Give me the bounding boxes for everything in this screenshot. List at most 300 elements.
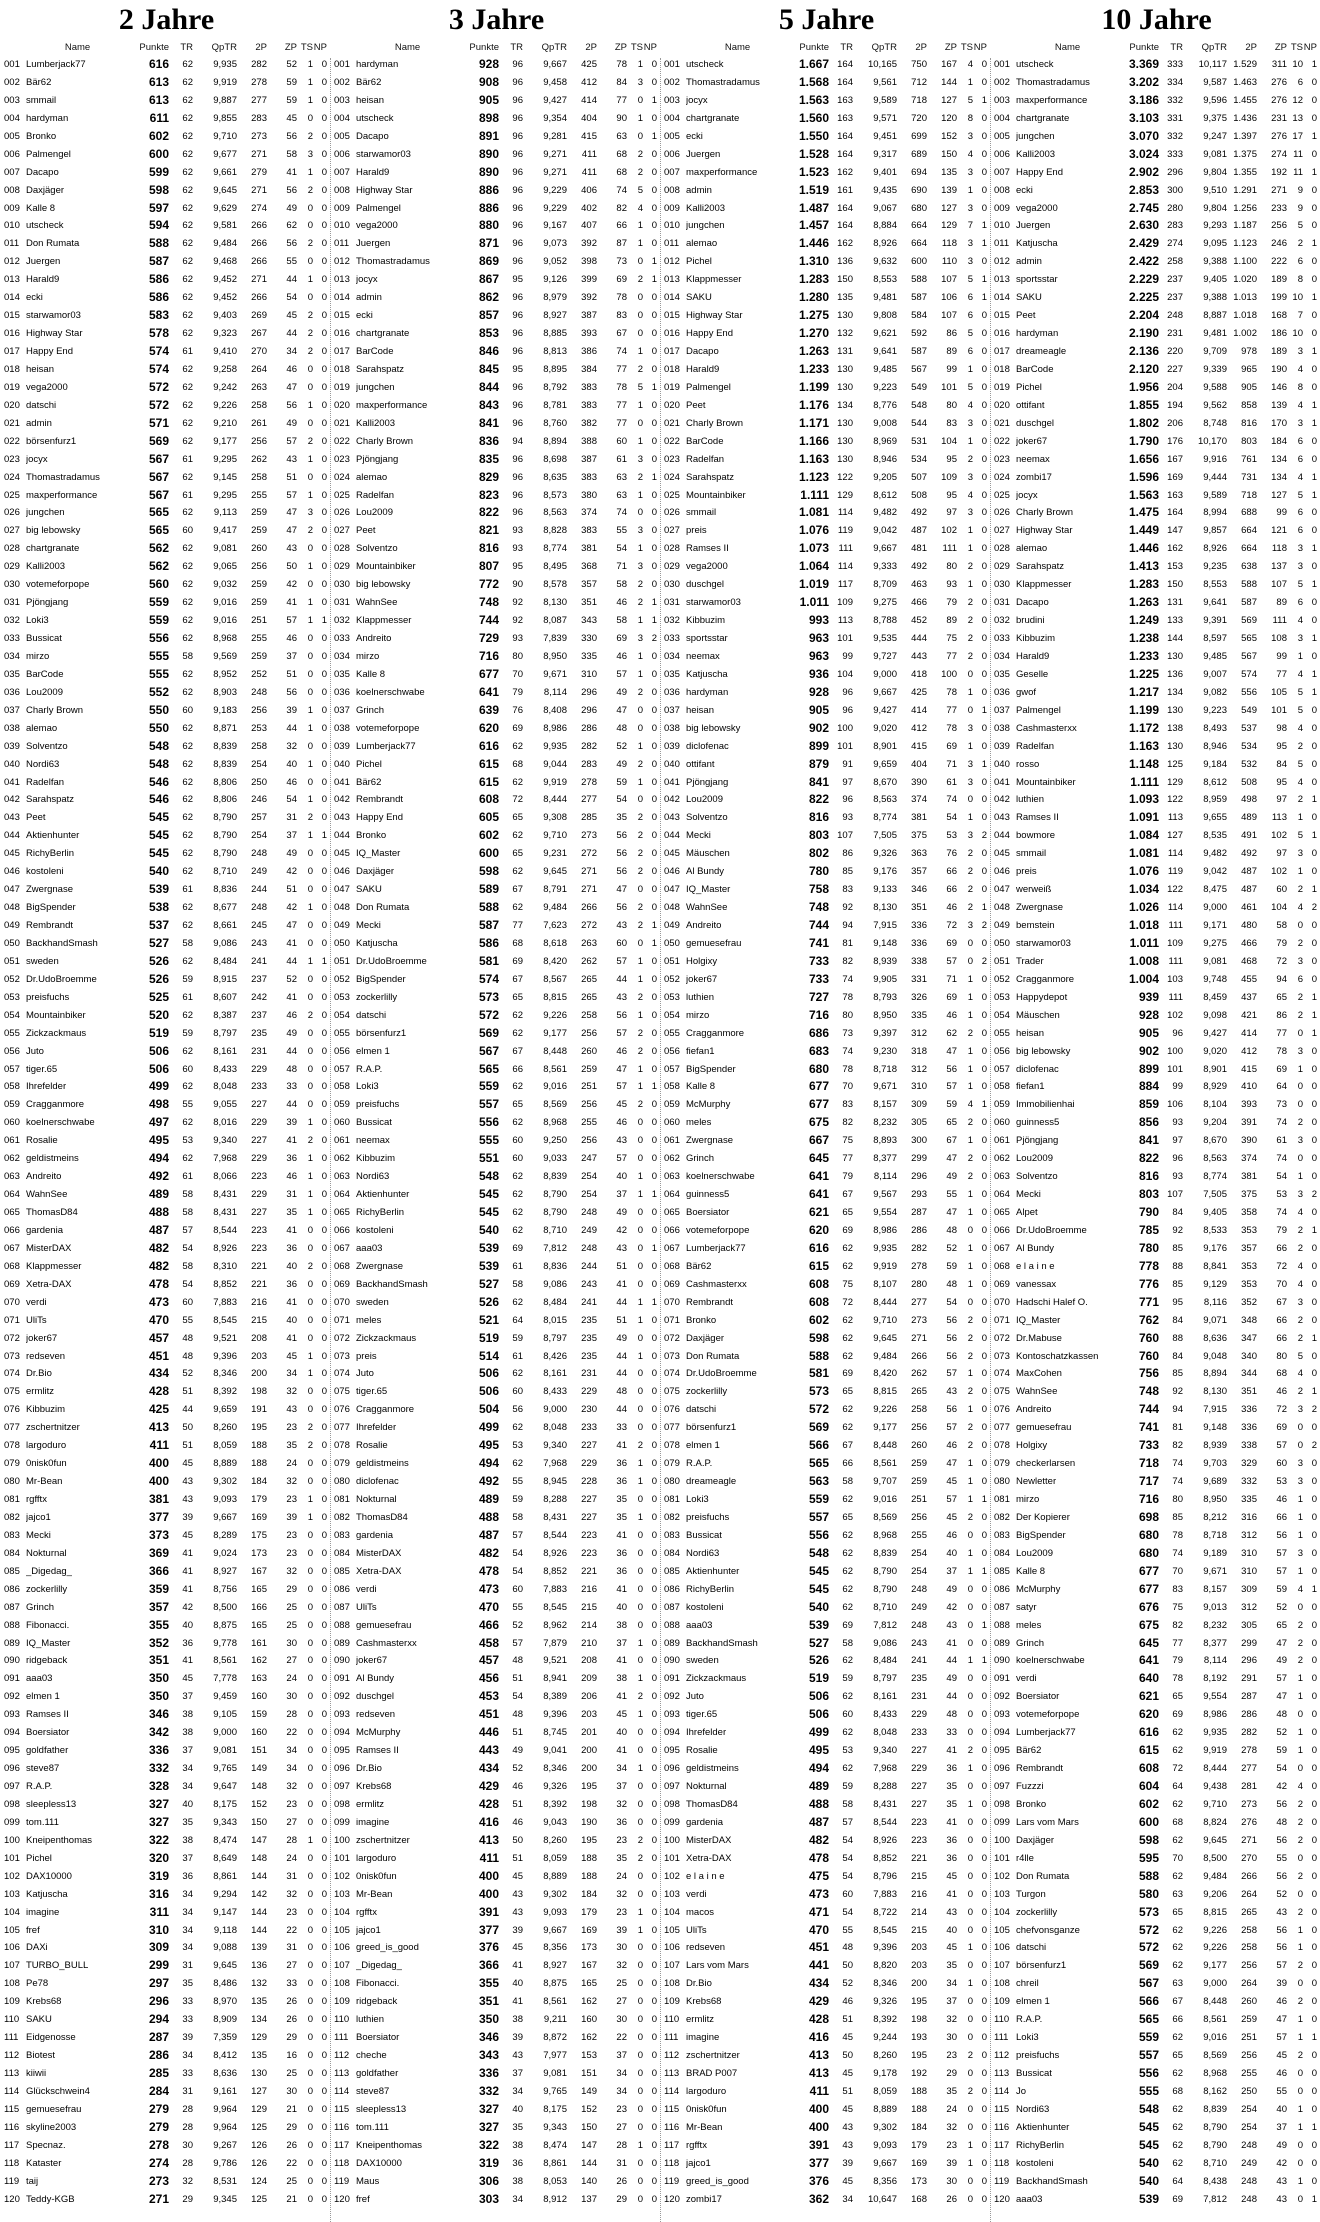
cell-rank: 052 xyxy=(334,973,350,985)
cell-p2: 508 xyxy=(1241,776,1257,788)
table-row xyxy=(994,666,1319,684)
cell-rank: 046 xyxy=(334,866,350,878)
cell-np: 0 xyxy=(981,1278,987,1290)
cell-zp: 46 xyxy=(946,1009,957,1021)
cell-p2: 414 xyxy=(1241,1027,1257,1039)
cell-name: fref xyxy=(356,2193,370,2205)
cell-rank: 067 xyxy=(664,1242,680,1254)
cell-zp: 45 xyxy=(1276,2050,1287,2062)
cell-p2: 227 xyxy=(581,1494,597,1505)
table-row xyxy=(994,827,1319,845)
table-row xyxy=(994,1096,1319,1114)
table-row xyxy=(4,648,329,666)
header-zp: ZP xyxy=(944,42,957,53)
cell-np: 0 xyxy=(1311,740,1317,752)
cell-zp: 53 xyxy=(1276,1476,1287,1488)
cell-qptr: 8,474 xyxy=(543,2139,567,2151)
table-row xyxy=(664,1114,989,1132)
cell-points: 428 xyxy=(148,1384,169,1399)
cell-p2: 390 xyxy=(911,776,927,788)
cell-p2: 978 xyxy=(1241,346,1257,357)
cell-points: 572 xyxy=(148,379,169,394)
cell-ts: 1 xyxy=(967,1458,973,1470)
table-row xyxy=(4,1545,329,1563)
cell-points: 457 xyxy=(148,1330,169,1345)
cell-ts: 0 xyxy=(307,471,313,483)
cell-qptr: 9,935 xyxy=(873,1242,897,1254)
table-row xyxy=(334,1760,659,1778)
cell-p2: 347 xyxy=(1241,1332,1257,1344)
cell-p2: 352 xyxy=(1241,1296,1257,1308)
cell-points: 526 xyxy=(148,953,169,968)
cell-points: 309 xyxy=(148,1940,169,1955)
table-row xyxy=(4,307,329,325)
cell-np: 0 xyxy=(981,776,987,788)
cell-points: 1.563 xyxy=(798,92,829,107)
cell-qptr: 8,533 xyxy=(1203,1224,1227,1236)
cell-points: 572 xyxy=(148,397,169,412)
cell-tr: 50 xyxy=(512,1834,523,1846)
cell-qptr: 9,000 xyxy=(1203,1978,1227,1990)
table-row xyxy=(334,1652,659,1670)
cell-name: Daxjäger xyxy=(356,866,395,878)
cell-p2: 468 xyxy=(1241,955,1257,967)
cell-zp: 32 xyxy=(616,1888,627,1900)
cell-rank: 076 xyxy=(334,1404,350,1416)
cell-np: 1 xyxy=(651,256,657,268)
cell-rank: 119 xyxy=(994,2175,1010,2187)
cell-name: sportsstar xyxy=(686,633,728,644)
cell-name: Nordi63 xyxy=(686,1547,720,1559)
table-row xyxy=(4,56,329,74)
cell-rank: 108 xyxy=(664,1978,680,1990)
cell-np: 0 xyxy=(981,1709,987,1721)
cell-rank: 042 xyxy=(664,794,680,806)
cell-points: 546 xyxy=(148,774,169,789)
cell-name: Cashmasterxx xyxy=(686,1278,747,1290)
cell-np: 0 xyxy=(1311,2014,1317,2026)
cell-ts: 0 xyxy=(307,1565,313,1577)
cell-qptr: 9,317 xyxy=(873,148,897,160)
cell-p2: 258 xyxy=(1241,1924,1257,1936)
cell-ts: 0 xyxy=(307,866,313,878)
cell-ts: 0 xyxy=(1297,1153,1303,1165)
cell-rank: 002 xyxy=(664,76,680,88)
cell-rank: 098 xyxy=(334,1798,350,1810)
cell-qptr: 9,258 xyxy=(213,363,237,375)
cell-name: Thomastradamus xyxy=(1016,76,1090,88)
table-row xyxy=(994,379,1319,397)
cell-np: 0 xyxy=(1311,381,1317,393)
table-row xyxy=(4,1635,329,1653)
cell-name: Kataster xyxy=(26,2157,62,2169)
cell-points: 856 xyxy=(1138,1115,1159,1130)
cell-points: 470 xyxy=(478,1599,499,1614)
cell-np: 0 xyxy=(981,2050,987,2062)
cell-rank: 036 xyxy=(664,686,680,698)
cell-np: 0 xyxy=(651,346,657,357)
cell-tr: 283 xyxy=(1167,220,1183,232)
cell-tr: 75 xyxy=(1172,1601,1183,1613)
cell-points: 482 xyxy=(478,1545,499,1560)
cell-name: Krebs68 xyxy=(26,1996,62,2008)
cell-name: Andreito xyxy=(686,920,722,931)
cell-points: 928 xyxy=(808,684,829,699)
cell-rank: 087 xyxy=(664,1601,680,1613)
cell-qptr: 9,765 xyxy=(213,1763,237,1775)
cell-rank: 065 xyxy=(4,1207,20,1218)
table-row xyxy=(334,1993,659,2011)
cell-ts: 0 xyxy=(307,1081,313,1093)
cell-qptr: 8,310 xyxy=(213,1260,237,1272)
cell-zp: 69 xyxy=(616,633,627,644)
cell-points: 569 xyxy=(478,1025,499,1040)
cell-name: Dr.UdoBroemme xyxy=(686,1368,757,1380)
cell-p2: 461 xyxy=(1241,902,1257,914)
cell-ts: 4 xyxy=(967,489,973,501)
cell-points: 567 xyxy=(478,1043,499,1058)
cell-tr: 62 xyxy=(842,1601,853,1613)
cell-ts: 0 xyxy=(307,1673,313,1685)
cell-p2: 532 xyxy=(1241,758,1257,770)
cell-name: Mr-Bean xyxy=(26,1476,63,1488)
cell-tr: 54 xyxy=(842,1834,853,1846)
cell-np: 0 xyxy=(1311,1888,1317,1900)
cell-np: 0 xyxy=(321,722,327,734)
cell-points: 319 xyxy=(478,2155,499,2170)
cell-tr: 64 xyxy=(1172,2175,1183,2187)
cell-points: 545 xyxy=(808,1581,829,1596)
cell-p2: 190 xyxy=(581,1816,597,1828)
table-row xyxy=(994,1419,1319,1437)
cell-points: 816 xyxy=(478,541,499,556)
cell-zp: 46 xyxy=(286,633,297,644)
cell-p2: 316 xyxy=(1241,1511,1257,1523)
cell-rank: 048 xyxy=(334,902,350,914)
cell-name: SAKU xyxy=(686,292,712,304)
cell-zp: 60 xyxy=(1276,1458,1287,1470)
table-row xyxy=(664,217,989,235)
cell-ts: 2 xyxy=(1297,2050,1303,2062)
cell-rank: 116 xyxy=(334,2121,350,2133)
cell-p2: 251 xyxy=(581,1081,597,1093)
cell-name: preis xyxy=(686,525,707,537)
cell-name: Sarahspatz xyxy=(26,794,75,806)
cell-tr: 62 xyxy=(842,1494,853,1505)
cell-points: 1.163 xyxy=(798,451,829,466)
table-row xyxy=(334,1114,659,1132)
cell-zp: 56 xyxy=(616,1009,627,1021)
cell-tr: 92 xyxy=(512,615,523,627)
table-row xyxy=(664,1670,989,1688)
column-header xyxy=(994,42,1319,56)
cell-qptr: 9,176 xyxy=(873,866,897,878)
cell-rank: 008 xyxy=(334,184,350,196)
table-row xyxy=(4,1670,329,1688)
cell-tr: 164 xyxy=(837,202,853,214)
cell-tr: 96 xyxy=(512,130,523,142)
cell-p2: 125 xyxy=(251,2121,267,2133)
cell-np: 0 xyxy=(321,202,327,214)
table-row xyxy=(334,2119,659,2137)
cell-qptr: 9,177 xyxy=(543,1027,567,1039)
cell-np: 0 xyxy=(651,650,657,662)
cell-tr: 333 xyxy=(1167,59,1183,70)
cell-rank: 053 xyxy=(4,991,20,1003)
cell-p2: 331 xyxy=(911,973,927,985)
table-row xyxy=(664,487,989,505)
cell-name: Klappmesser xyxy=(26,1260,82,1272)
cell-points: 332 xyxy=(478,2083,499,2098)
cell-points: 939 xyxy=(1138,989,1159,1004)
cell-points: 451 xyxy=(148,1348,169,1363)
cell-rank: 037 xyxy=(334,704,350,716)
cell-zp: 46 xyxy=(946,1529,957,1541)
table-row xyxy=(664,2029,989,2047)
cell-tr: 122 xyxy=(1167,794,1183,806)
cell-ts: 1 xyxy=(967,1045,973,1057)
cell-points: 559 xyxy=(808,1492,829,1506)
cell-points: 1.081 xyxy=(798,505,829,520)
cell-ts: 1 xyxy=(307,955,313,967)
cell-qptr: 9,302 xyxy=(543,1888,567,1900)
cell-qptr: 8,852 xyxy=(213,1278,237,1290)
cell-rank: 004 xyxy=(994,112,1010,124)
cell-zp: 43 xyxy=(286,453,297,465)
cell-ts: 7 xyxy=(967,220,973,232)
table-row xyxy=(334,1706,659,1724)
cell-ts: 0 xyxy=(637,722,643,734)
cell-qptr: 9,326 xyxy=(873,848,897,860)
cell-tr: 100 xyxy=(1167,1045,1183,1057)
cell-points: 366 xyxy=(478,1958,499,1973)
cell-rank: 012 xyxy=(334,256,350,268)
cell-ts: 0 xyxy=(637,794,643,806)
cell-ts: 1 xyxy=(1297,1942,1303,1954)
cell-rank: 034 xyxy=(994,650,1010,662)
cell-tr: 81 xyxy=(1172,1422,1183,1434)
cell-qptr: 8,745 xyxy=(543,1727,567,1739)
cell-name: TURBO_BULL xyxy=(26,1960,89,1972)
cell-tr: 96 xyxy=(512,328,523,340)
cell-np: 0 xyxy=(981,1422,987,1434)
table-row xyxy=(4,558,329,576)
cell-points: 869 xyxy=(478,254,499,269)
cell-rank: 114 xyxy=(4,2085,20,2097)
cell-qptr: 8,561 xyxy=(543,1996,567,2008)
cell-rank: 033 xyxy=(994,633,1010,644)
cell-p2: 215 xyxy=(251,1314,267,1326)
cell-name: 0nisk0fun xyxy=(356,1870,397,1882)
cell-ts: 2 xyxy=(637,1691,643,1703)
cell-tr: 34 xyxy=(182,1781,193,1792)
cell-name: meles xyxy=(356,1314,382,1326)
table-row xyxy=(664,2101,989,2119)
cell-ts: 11 xyxy=(1293,166,1303,178)
cell-ts: 4 xyxy=(1297,1368,1303,1380)
cell-name: börsenfurz1 xyxy=(1016,1960,1067,1972)
cell-qptr: 8,820 xyxy=(873,1960,897,1972)
cell-qptr: 8,698 xyxy=(543,453,567,465)
table-row xyxy=(994,433,1319,451)
cell-rank: 043 xyxy=(664,812,680,824)
cell-points: 377 xyxy=(478,1922,499,1937)
cell-zp: 41 xyxy=(286,166,297,178)
cell-ts: 9 xyxy=(1297,184,1303,196)
cell-rank: 075 xyxy=(994,1386,1010,1398)
cell-zp: 60 xyxy=(1276,884,1287,896)
cell-p2: 248 xyxy=(581,1242,597,1254)
cell-points: 762 xyxy=(1138,1312,1159,1327)
cell-name: Bussicat xyxy=(686,1529,722,1541)
cell-rank: 083 xyxy=(994,1529,1010,1541)
cell-points: 569 xyxy=(148,433,169,448)
table-row xyxy=(4,2173,329,2191)
cell-points: 487 xyxy=(148,1222,169,1237)
cell-rank: 014 xyxy=(4,292,20,304)
cell-name: koelnerschwabe xyxy=(356,686,425,698)
cell-name: kostoleni xyxy=(1016,2157,1054,2169)
cell-zp: 46 xyxy=(1276,1494,1287,1505)
cell-tr: 95 xyxy=(1172,1296,1183,1308)
cell-p2: 310 xyxy=(581,668,597,680)
cell-points: 506 xyxy=(808,1689,829,1704)
table-row xyxy=(4,953,329,971)
cell-zp: 49 xyxy=(946,1583,957,1595)
cell-p2: 248 xyxy=(1241,2175,1257,2187)
ranking-block xyxy=(664,0,989,2209)
table-row xyxy=(334,2083,659,2101)
cell-np: 0 xyxy=(651,848,657,860)
cell-ts: 0 xyxy=(967,2175,973,2187)
cell-zp: 45 xyxy=(946,1511,957,1523)
cell-ts: 10 xyxy=(1292,59,1303,70)
cell-rank: 054 xyxy=(664,1009,680,1021)
cell-rank: 107 xyxy=(4,1960,20,1972)
cell-qptr: 8,790 xyxy=(1203,2121,1227,2133)
cell-ts: 3 xyxy=(1297,543,1303,555)
cell-tr: 60 xyxy=(842,1888,853,1900)
cell-p2: 399 xyxy=(581,274,597,286)
cell-p2: 384 xyxy=(581,363,597,375)
cell-rank: 105 xyxy=(334,1924,350,1936)
table-row xyxy=(994,1168,1319,1186)
cell-p2: 245 xyxy=(251,920,267,931)
cell-qptr: 9,333 xyxy=(873,561,897,573)
cell-p2: 255 xyxy=(251,633,267,644)
cell-name: diclofenac xyxy=(686,740,729,752)
cell-points: 748 xyxy=(808,900,829,915)
table-row xyxy=(664,1706,989,1724)
cell-name: datschi xyxy=(356,1009,387,1021)
cell-zp: 46 xyxy=(616,597,627,609)
cell-name: DAX10000 xyxy=(26,1870,72,1882)
cell-ts: 1 xyxy=(967,1260,973,1272)
cell-points: 675 xyxy=(1138,1617,1159,1632)
cell-zp: 49 xyxy=(946,1171,957,1183)
cell-qptr: 8,962 xyxy=(543,1619,567,1631)
cell-name: aaa03 xyxy=(686,1619,713,1631)
cell-zp: 127 xyxy=(1271,489,1287,501)
cell-ts: 3 xyxy=(1297,1189,1303,1201)
cell-tr: 331 xyxy=(1167,112,1183,124)
cell-ts: 0 xyxy=(967,1296,973,1308)
cell-rank: 097 xyxy=(664,1781,680,1792)
cell-qptr: 8,053 xyxy=(543,2175,567,2187)
cell-ts: 1 xyxy=(307,1153,313,1165)
cell-p2: 455 xyxy=(1241,973,1257,985)
cell-np: 0 xyxy=(1311,1781,1317,1792)
cell-p2: 262 xyxy=(251,453,267,465)
cell-name: Cragganmore xyxy=(1016,973,1075,985)
cell-np: 0 xyxy=(651,1027,657,1039)
cell-zp: 42 xyxy=(1276,1781,1287,1792)
cell-rank: 039 xyxy=(664,740,680,752)
cell-zp: 29 xyxy=(946,2068,957,2079)
cell-ts: 0 xyxy=(307,2014,313,2026)
cell-rank: 007 xyxy=(4,166,20,178)
cell-np: 0 xyxy=(651,202,657,214)
ranking-block xyxy=(334,0,659,2209)
cell-np: 0 xyxy=(651,1798,657,1810)
cell-np: 0 xyxy=(321,1709,327,1721)
cell-tr: 204 xyxy=(1167,381,1183,393)
cell-qptr: 8,578 xyxy=(543,579,567,591)
table-row xyxy=(994,1365,1319,1383)
cell-points: 836 xyxy=(478,433,499,448)
cell-np: 0 xyxy=(1311,776,1317,788)
cell-points: 616 xyxy=(478,738,499,753)
cell-rank: 093 xyxy=(334,1709,350,1721)
cell-zp: 30 xyxy=(946,2175,957,2187)
cell-zp: 52 xyxy=(616,740,627,752)
cell-name: admin xyxy=(26,417,52,429)
cell-ts: 0 xyxy=(967,2103,973,2115)
cell-zp: 311 xyxy=(1271,59,1287,70)
cell-np: 2 xyxy=(981,955,987,967)
cell-points: 803 xyxy=(808,828,829,843)
cell-p2: 248 xyxy=(251,848,267,860)
cell-rank: 071 xyxy=(664,1314,680,1326)
cell-zp: 69 xyxy=(1276,1422,1287,1434)
table-row xyxy=(4,738,329,756)
cell-np: 0 xyxy=(651,686,657,698)
table-row xyxy=(4,2011,329,2029)
cell-qptr: 8,841 xyxy=(1203,1260,1227,1272)
cell-name: Solventzo xyxy=(26,740,68,752)
cell-rank: 031 xyxy=(994,597,1010,609)
cell-points: 573 xyxy=(808,1384,829,1399)
cell-zp: 49 xyxy=(286,1027,297,1039)
cell-ts: 0 xyxy=(307,1583,313,1595)
cell-qptr: 9,569 xyxy=(213,650,237,662)
cell-name: e l a i n e xyxy=(1016,1260,1055,1272)
cell-qptr: 8,875 xyxy=(213,1619,237,1631)
cell-p2: 264 xyxy=(251,363,267,375)
cell-np: 0 xyxy=(651,1727,657,1739)
cell-qptr: 9,438 xyxy=(1203,1781,1227,1792)
cell-p2: 690 xyxy=(911,184,927,196)
table-row xyxy=(4,415,329,433)
cell-zp: 41 xyxy=(286,1332,297,1344)
cell-qptr: 9,919 xyxy=(543,776,567,788)
cell-rank: 040 xyxy=(664,758,680,770)
header-points: Punkte xyxy=(139,42,169,53)
cell-rank: 003 xyxy=(334,94,350,106)
cell-rank: 028 xyxy=(664,543,680,555)
cell-points: 495 xyxy=(808,1743,829,1758)
cell-qptr: 8,607 xyxy=(213,991,237,1003)
